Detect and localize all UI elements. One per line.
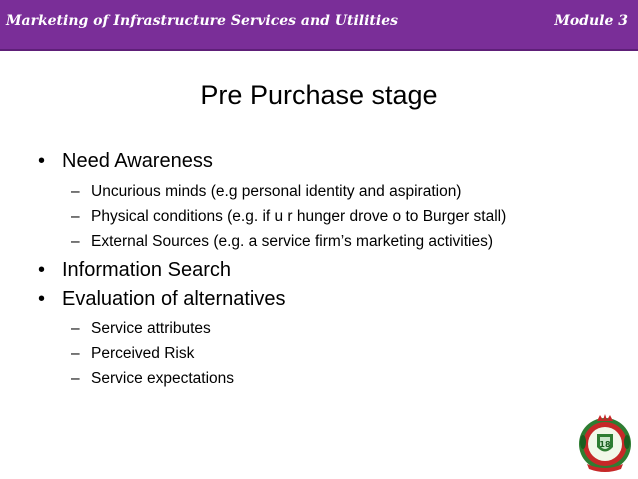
- header-bar: [0, 0, 638, 51]
- dash-icon: –: [71, 233, 80, 250]
- course-title: Marketing of Infrastructure Services and Utilities: [6, 13, 398, 29]
- sub-item: [71, 345, 194, 363]
- bullet-icon: •: [38, 259, 46, 281]
- dash-icon: –: [71, 183, 80, 200]
- sub-item-text: Perceived Risk: [91, 345, 195, 362]
- bullet-item-need-awareness: [38, 150, 213, 173]
- dash-icon: –: [71, 370, 80, 387]
- sub-item-text: Service expectations: [91, 370, 235, 387]
- bullet-item-information-search: [38, 259, 231, 282]
- sub-item-text: Service attributes: [91, 320, 211, 337]
- emblem-text: 18: [599, 440, 611, 449]
- dash-icon: –: [71, 208, 80, 225]
- bullet-item-evaluation: [38, 288, 285, 311]
- sub-item-text: Physical conditions (e.g. if u r hunger drove o to Burger stall): [91, 208, 507, 225]
- sub-item: [71, 233, 493, 251]
- bullet-text: Need Awareness: [62, 150, 213, 172]
- bullet-text: Evaluation of alternatives: [62, 288, 286, 310]
- module-label: Module 3: [554, 13, 628, 29]
- sub-item-text: Uncurious minds (e.g personal identity and aspiration): [91, 183, 462, 200]
- bullet-icon: •: [38, 288, 46, 310]
- dash-icon: –: [71, 320, 80, 337]
- sub-item: [71, 208, 506, 226]
- dash-icon: –: [71, 345, 80, 362]
- sub-item: [71, 183, 461, 201]
- bullet-text: Information Search: [62, 259, 231, 281]
- bullet-icon: •: [38, 150, 46, 172]
- university-emblem-icon: [575, 412, 635, 474]
- sub-item: [71, 320, 211, 338]
- sub-item: [71, 370, 234, 388]
- sub-item-text: External Sources (e.g. a service firm’s marketing activities): [91, 233, 493, 250]
- slide-title: Pre Purchase stage: [200, 80, 438, 110]
